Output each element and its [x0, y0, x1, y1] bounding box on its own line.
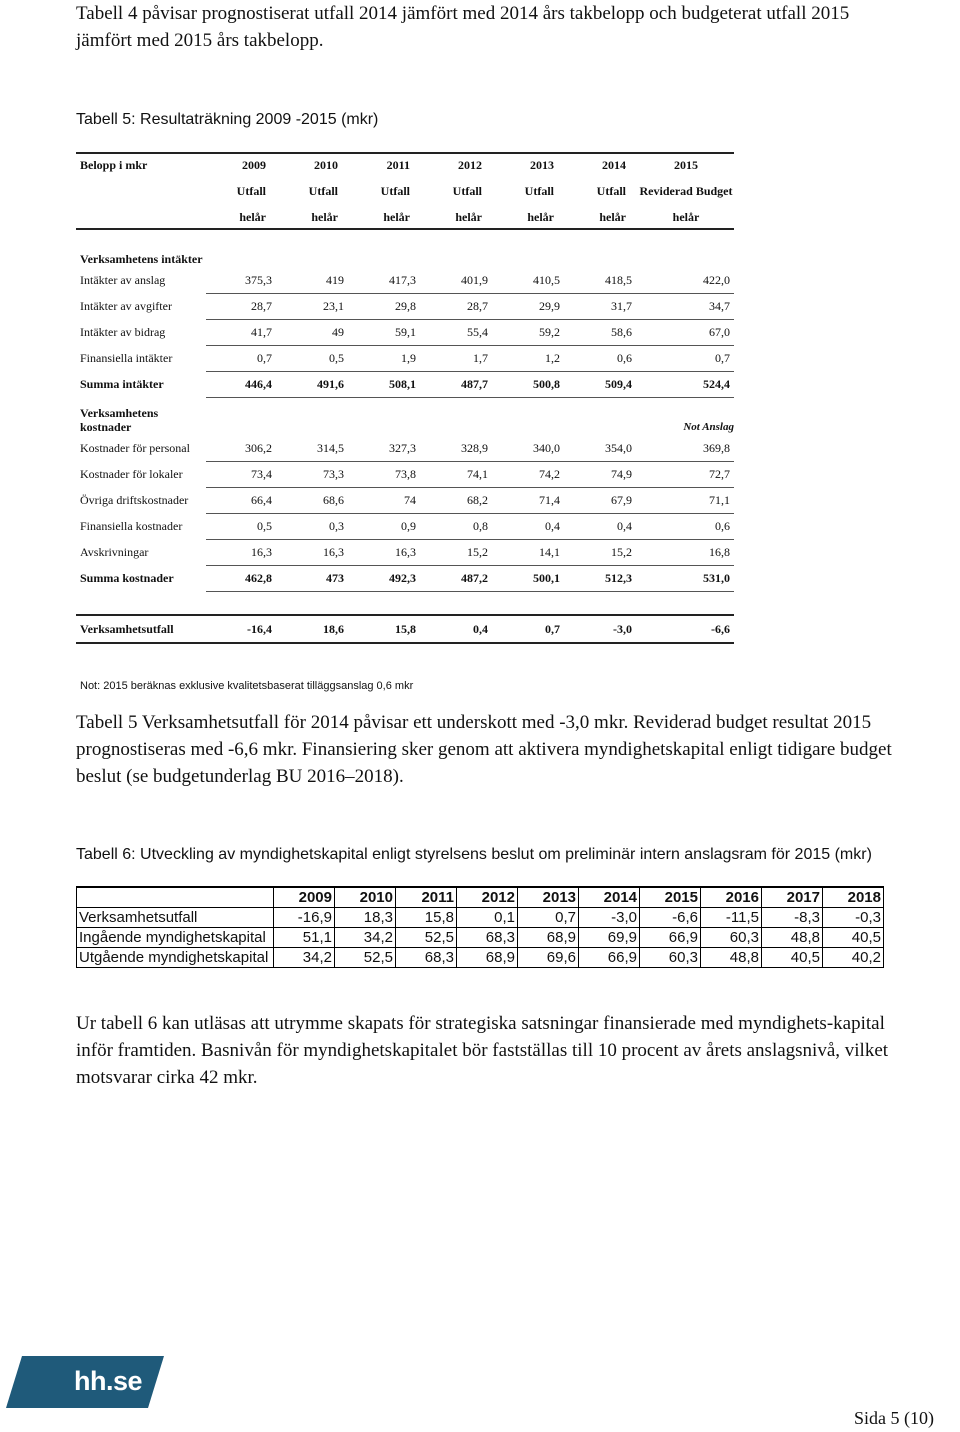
row-value: 59,1	[350, 320, 422, 346]
row-value: 73,3	[278, 462, 350, 488]
period-header: helår	[422, 206, 494, 229]
income-statement-table	[76, 152, 734, 644]
year-header: 2011	[350, 153, 422, 176]
row-value: 306,2	[206, 436, 278, 462]
row-value: 0,3	[278, 514, 350, 540]
logo-text: hh.se	[74, 1366, 143, 1396]
row-value: -0,3	[823, 908, 884, 928]
row-value: 0,4	[566, 514, 638, 540]
row-value: 422,0	[638, 268, 734, 294]
row-value: 512,3	[566, 566, 638, 592]
row-value: 0,1	[457, 908, 518, 928]
row-value: 34,7	[638, 294, 734, 320]
row-value: 69,6	[518, 948, 579, 968]
row-label: Intäkter av anslag	[80, 273, 166, 288]
row-value: 28,7	[206, 294, 278, 320]
row-value: 327,3	[350, 436, 422, 462]
row-value: 0,8	[422, 514, 494, 540]
row-value: 375,3	[206, 268, 278, 294]
type-header: Utfall	[308, 183, 338, 198]
type-header: Utfall	[452, 183, 482, 198]
row-value: 60,3	[640, 948, 701, 968]
table-row	[76, 566, 734, 592]
row-value: 59,2	[494, 320, 566, 346]
year-header: 2010	[278, 153, 350, 176]
row-label: Övriga driftskostnader	[80, 493, 189, 507]
row-value: 67,0	[638, 320, 734, 346]
row-value: 1,9	[350, 346, 422, 372]
row-value: -3,0	[579, 908, 640, 928]
row-value: 29,8	[350, 294, 422, 320]
row-value: 0,4	[494, 514, 566, 540]
year-header: 2017	[762, 887, 823, 908]
row-value: 40,2	[823, 948, 884, 968]
year-header: 2013	[494, 153, 566, 176]
row-value: 48,8	[701, 948, 762, 968]
table-row	[76, 540, 734, 566]
table-row	[77, 908, 884, 928]
row-value: 67,9	[566, 488, 638, 514]
year-header: 2012	[422, 153, 494, 176]
year-header: 2010	[335, 887, 396, 908]
table5-commentary: Tabell 5 Verksamhetsutfall för 2014 påvisar ett underskott med -3,0 mkr. Reviderad budget resultat 2015 prognostiseras med -6,6 mkr. Finansiering sker genom att aktivera myndighetskapital enligt tidigare budget beslut (se budgetunderlag BU 2016–2018).	[76, 712, 892, 787]
row-value: 492,3	[350, 566, 422, 592]
table-row	[76, 268, 734, 294]
row-value: -16,9	[274, 908, 335, 928]
year-header: 2009	[274, 887, 335, 908]
intro-paragraph: Tabell 4 påvisar prognostiserat utfall 2014 jämfört med 2014 års takbelopp och budgeterat utfall 2015 jämfört med 2015 års takbelopp.	[76, 3, 850, 51]
row-value: 40,5	[762, 948, 823, 968]
row-value: 462,8	[206, 566, 278, 592]
row-label: Verksamhetsutfall	[77, 908, 274, 928]
year-header: 2018	[823, 887, 884, 908]
row-value: -6,6	[640, 908, 701, 928]
row-value: 23,1	[278, 294, 350, 320]
table6	[76, 886, 884, 968]
row-label: Summa kostnader	[80, 571, 174, 585]
row-value: 73,8	[350, 462, 422, 488]
row-label: Ingående myndighetskapital	[77, 928, 274, 948]
row-value: 52,5	[335, 948, 396, 968]
row-value: 487,7	[422, 372, 494, 398]
row-value: 0,6	[638, 514, 734, 540]
row-value: 68,6	[278, 488, 350, 514]
row-value: 34,2	[274, 948, 335, 968]
row-value: 74,2	[494, 462, 566, 488]
row-value: 531,0	[638, 566, 734, 592]
row-label: Avskrivningar	[80, 545, 149, 559]
table5-note: Not: 2015 beräknas exklusive kvalitetsbaserat tilläggsanslag 0,6 mkr	[80, 680, 414, 692]
year-header: 2009	[206, 153, 278, 176]
capital-table	[76, 886, 884, 968]
row-value: 48,8	[762, 928, 823, 948]
type-header: Utfall	[236, 183, 266, 198]
row-value: 29,9	[494, 294, 566, 320]
row-value: 31,7	[566, 294, 638, 320]
income-heading-label: Verksamhetens intäkter	[80, 252, 203, 266]
table-row	[76, 346, 734, 372]
row-value: -3,0	[566, 615, 638, 643]
row-value: 51,1	[274, 928, 335, 948]
row-label: Utgående myndighetskapital	[77, 948, 274, 968]
table-row	[76, 372, 734, 398]
period-header: helår	[494, 206, 566, 229]
table5-period-row	[76, 206, 734, 229]
row-value: 16,3	[206, 540, 278, 566]
cost-heading	[76, 398, 734, 437]
page-number: Sida 5 (10)	[854, 1408, 934, 1428]
row-value: 66,9	[640, 928, 701, 948]
row-value: 491,6	[278, 372, 350, 398]
row-value: 16,3	[278, 540, 350, 566]
row-value: 340,0	[494, 436, 566, 462]
row-value: 66,4	[206, 488, 278, 514]
row-label: Intäkter av avgifter	[80, 299, 172, 313]
row-value: 0,4	[422, 615, 494, 643]
row-value: 410,5	[494, 268, 566, 294]
row-value: 487,2	[422, 566, 494, 592]
income-heading	[76, 229, 734, 268]
row-value: 72,7	[638, 462, 734, 488]
row-value: 73,4	[206, 462, 278, 488]
row-value: 1,2	[494, 346, 566, 372]
row-value: 71,4	[494, 488, 566, 514]
row-value: 418,5	[566, 268, 638, 294]
row-label: Kostnader för lokaler	[80, 467, 183, 481]
table-row	[77, 928, 884, 948]
cost-heading-label: Verksamhetens kostnader	[80, 406, 159, 434]
table6-header-row	[77, 887, 884, 908]
row-value: 60,3	[701, 928, 762, 948]
row-label: Finansiella kostnader	[80, 519, 183, 533]
row-value: 509,4	[566, 372, 638, 398]
table-row	[76, 436, 734, 462]
row-label: Finansiella intäkter	[80, 351, 173, 365]
year-header: 2011	[396, 887, 457, 908]
result-row	[76, 615, 734, 643]
row-label: Verksamhetsutfall	[76, 615, 206, 643]
year-header: 2015	[640, 887, 701, 908]
table6-commentary: Ur tabell 6 kan utläsas att utrymme skapats för strategiska satsningar finansierade med myndighets-kapital inför framtiden. Basnivån för myndighetskapitalet bör fastställas till 10 procent av årets anslagsnivå, vilket motsvarar cirka 42 mkr.	[76, 1013, 889, 1088]
row-value: 74,9	[566, 462, 638, 488]
table5	[76, 152, 734, 644]
row-value: 66,9	[579, 948, 640, 968]
row-value: 68,2	[422, 488, 494, 514]
row-label: Kostnader för personal	[80, 441, 190, 456]
row-value: 0,7	[638, 346, 734, 372]
table-row	[76, 320, 734, 346]
year-header: 2014	[566, 153, 638, 176]
row-value: 417,3	[350, 268, 422, 294]
table6-title: Tabell 6: Utveckling av myndighetskapital enligt styrelsens beslut om preliminär intern anslagsram för 2015 (mkr)	[76, 846, 872, 863]
row-value: 0,7	[206, 346, 278, 372]
type-header: Reviderad Budget	[639, 183, 733, 198]
year-header: 2015	[638, 153, 734, 176]
row-value: 15,2	[566, 540, 638, 566]
table-row	[76, 514, 734, 540]
row-value: -8,3	[762, 908, 823, 928]
row-value: 419	[278, 268, 350, 294]
table-row	[76, 462, 734, 488]
row-value: 16,3	[350, 540, 422, 566]
row-value: 18,6	[278, 615, 350, 643]
period-header: helår	[206, 206, 278, 229]
row-value: 0,5	[278, 346, 350, 372]
row-value: 0,7	[518, 908, 579, 928]
row-value: 58,6	[566, 320, 638, 346]
row-value: 369,8	[638, 436, 734, 462]
row-value: 0,5	[206, 514, 278, 540]
row-value: 0,6	[566, 346, 638, 372]
row-value: 69,9	[579, 928, 640, 948]
row-value: 40,5	[823, 928, 884, 948]
row-value: 68,3	[396, 948, 457, 968]
row-value: 52,5	[396, 928, 457, 948]
row-value: 473	[278, 566, 350, 592]
row-value: 49	[278, 320, 350, 346]
row-value: 74,1	[422, 462, 494, 488]
table5-title: Tabell 5: Resultaträkning 2009 -2015 (mkr)	[76, 111, 379, 128]
row-value: 68,9	[518, 928, 579, 948]
row-value: 354,0	[566, 436, 638, 462]
row-value: 446,4	[206, 372, 278, 398]
row-value: 500,1	[494, 566, 566, 592]
row-value: 328,9	[422, 436, 494, 462]
row-value: 524,4	[638, 372, 734, 398]
type-header: Utfall	[380, 183, 410, 198]
row-value: -6,6	[638, 615, 734, 643]
row-label: Summa intäkter	[80, 377, 164, 391]
row-value: 0,9	[350, 514, 422, 540]
table-row	[76, 488, 734, 514]
period-header: helår	[278, 206, 350, 229]
type-header: Utfall	[524, 183, 554, 198]
year-header: 2013	[518, 887, 579, 908]
row-value: 41,7	[206, 320, 278, 346]
row-value: 500,8	[494, 372, 566, 398]
row-value: 15,2	[422, 540, 494, 566]
row-value: 74	[350, 488, 422, 514]
period-header: helår	[638, 206, 734, 229]
table-row	[77, 948, 884, 968]
period-header: helår	[350, 206, 422, 229]
row-value: 28,7	[422, 294, 494, 320]
header-label: Belopp i mkr	[76, 153, 206, 176]
row-value: 1,7	[422, 346, 494, 372]
year-header: 2016	[701, 887, 762, 908]
table5-type-row	[76, 176, 734, 206]
row-value: 401,9	[422, 268, 494, 294]
year-header: 2012	[457, 887, 518, 908]
row-value: -16,4	[206, 615, 278, 643]
row-value: 68,9	[457, 948, 518, 968]
row-value: 508,1	[350, 372, 422, 398]
row-value: -11,5	[701, 908, 762, 928]
row-value: 71,1	[638, 488, 734, 514]
row-value: 34,2	[335, 928, 396, 948]
row-value: 0,7	[494, 615, 566, 643]
row-value: 14,1	[494, 540, 566, 566]
row-value: 16,8	[638, 540, 734, 566]
row-value: 68,3	[457, 928, 518, 948]
row-label: Intäkter av bidrag	[80, 325, 166, 339]
type-header: Utfall	[596, 183, 626, 198]
row-value: 15,8	[350, 615, 422, 643]
table-row	[76, 294, 734, 320]
row-value: 314,5	[278, 436, 350, 462]
period-header: helår	[566, 206, 638, 229]
row-value: 55,4	[422, 320, 494, 346]
table5-year-row	[76, 153, 734, 176]
year-header: 2014	[579, 887, 640, 908]
row-value: 18,3	[335, 908, 396, 928]
row-value: 15,8	[396, 908, 457, 928]
not-anslag-label: Not Anslag	[683, 421, 734, 433]
